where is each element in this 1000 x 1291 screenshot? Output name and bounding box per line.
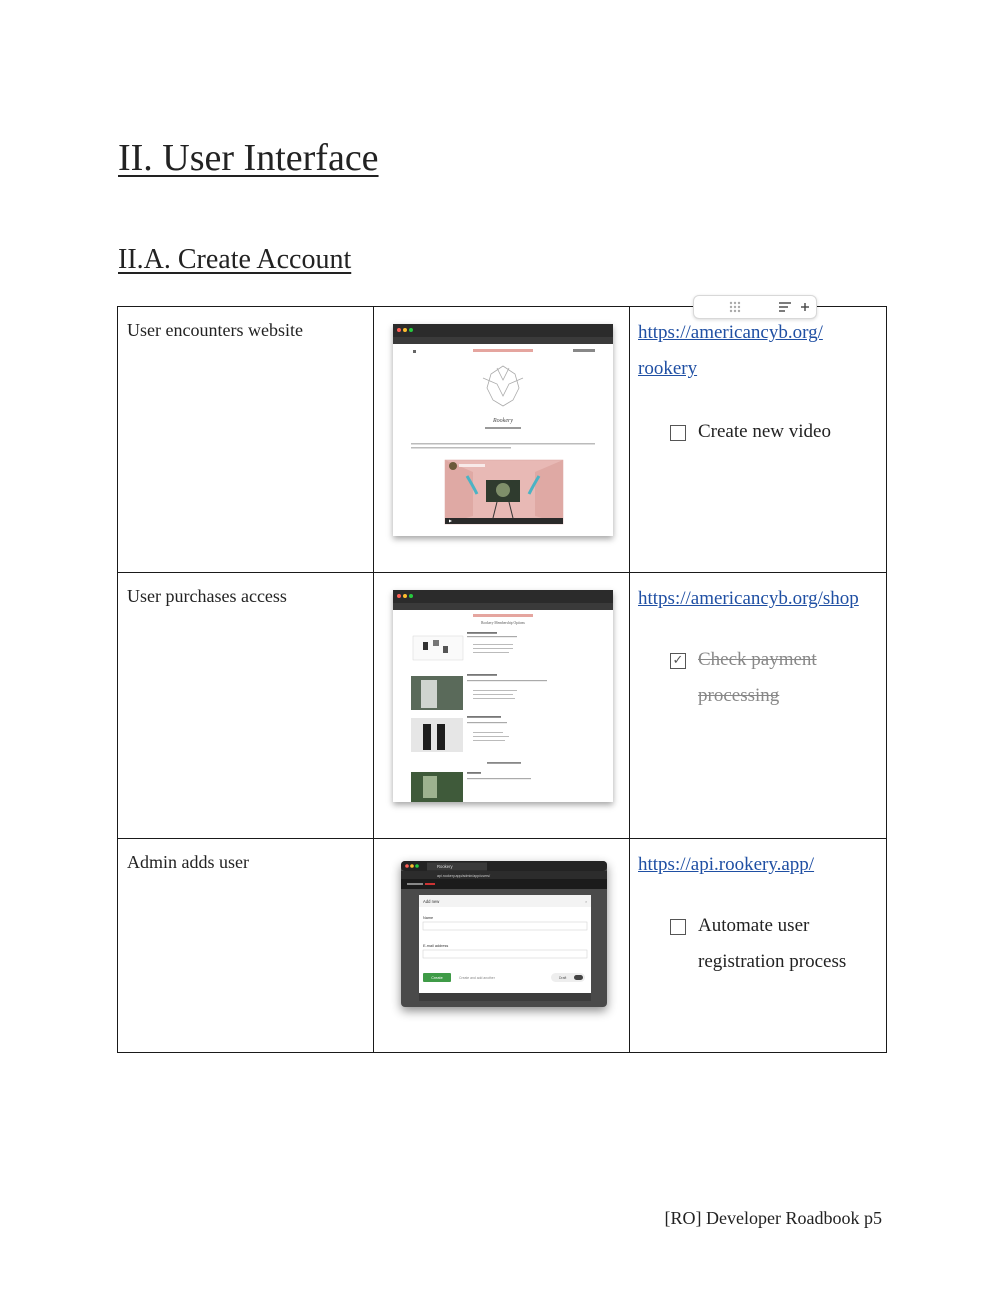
dialog-title: Add new [423, 899, 440, 904]
svg-text:Draft: Draft [559, 976, 567, 981]
api-link[interactable]: https://api.rookery.app/ [638, 854, 815, 875]
subsection-title: II.A. Create Account [118, 244, 352, 275]
browser-tab-bar [393, 590, 613, 603]
task-item [630, 387, 886, 450]
svg-text:×: × [585, 899, 588, 904]
email-field-label: E-mail address [423, 944, 449, 948]
email-field [423, 950, 587, 958]
shop-page-screenshot [393, 590, 613, 802]
task-label: Automate user registration process [698, 915, 847, 972]
browser-address-bar [393, 603, 613, 610]
browser-tab-title: Rookery [437, 864, 453, 870]
table-row [118, 307, 887, 573]
step-text: Admin adds user [127, 852, 249, 872]
step-cell [118, 573, 374, 839]
task-checkbox-checked[interactable]: ✓ [670, 653, 686, 669]
page-footer: [RO] Developer Roadbook p5 [664, 1208, 882, 1228]
admin-add-user-screenshot [401, 861, 607, 1007]
table-row [118, 573, 887, 839]
browser-tab-bar [393, 324, 613, 337]
link-task-cell [630, 839, 887, 1053]
site-title: Rookery [493, 418, 513, 424]
task-item [630, 883, 886, 980]
plus-icon [801, 303, 809, 311]
table-row [118, 839, 887, 1053]
svg-text:Create: Create [431, 976, 443, 981]
task-label: Check payment processing [698, 649, 817, 706]
table-toolbar [693, 295, 817, 319]
task-checkbox[interactable] [670, 919, 686, 935]
task-item [630, 617, 886, 714]
section-title: II. User Interface [118, 137, 379, 179]
address-bar-url: api.rookery.app/admin/app/users/ [437, 874, 491, 878]
step-cell [118, 839, 374, 1053]
homepage-content [393, 344, 613, 536]
screenshot-cell [374, 307, 630, 573]
sort-icon [779, 303, 791, 311]
drag-handle-icon [730, 302, 740, 312]
rookery-link[interactable]: https://americancyb.org/ rookery [638, 322, 823, 379]
step-cell [118, 307, 374, 573]
create-account-table [117, 306, 887, 1053]
screenshot-cell [374, 573, 630, 839]
name-field [423, 922, 587, 930]
link-task-cell [630, 307, 887, 573]
name-field-label: Name [423, 916, 434, 920]
shop-link[interactable]: https://americancyb.org/shop [638, 588, 859, 609]
browser-address-bar [393, 337, 613, 344]
shop-heading: Rookery Membership Options [481, 621, 525, 625]
step-text: User purchases access [127, 586, 287, 606]
step-text: User encounters website [127, 320, 303, 340]
task-label: Create new video [698, 421, 831, 442]
task-checkbox[interactable] [670, 425, 686, 441]
create-another-link: Create and add another [459, 976, 495, 981]
shop-content [393, 610, 613, 802]
rookery-homepage-screenshot [393, 324, 613, 536]
link-task-cell [630, 573, 887, 839]
screenshot-cell [374, 839, 630, 1053]
